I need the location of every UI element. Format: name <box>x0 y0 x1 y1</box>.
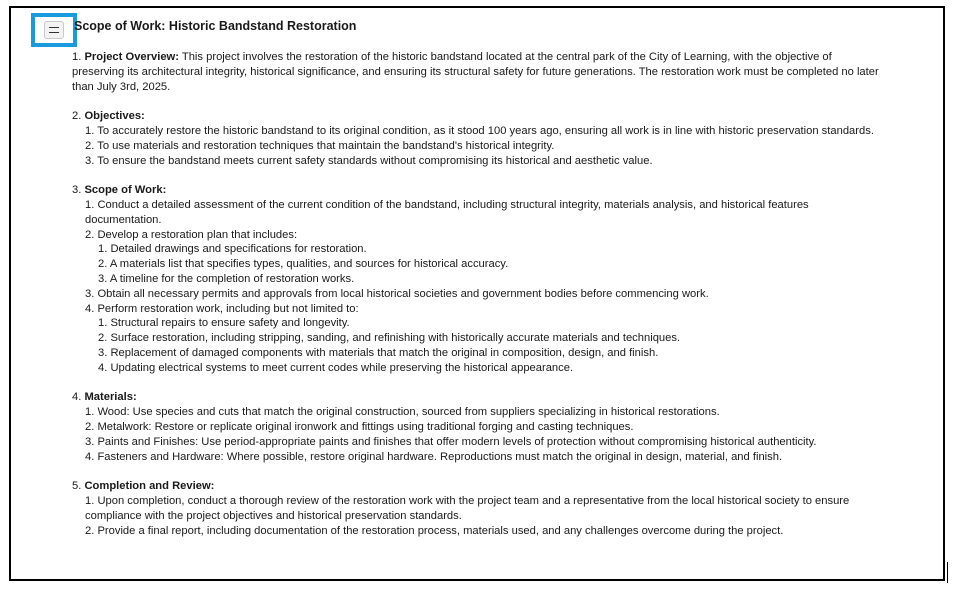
list-item: 1. Conduct a detailed assessment of the current condition of the bandstand, including structural integrity, materials analysis, and historical features documentation. <box>85 198 809 226</box>
section-header <box>72 183 884 198</box>
section-heading: Materials: <box>84 391 137 404</box>
document-title: Scope of Work: Historic Bandstand Restoration <box>74 19 357 33</box>
section-heading: Scope of Work: <box>84 184 167 197</box>
list-item: 3. Paints and Finishes: Use period-appropriate paints and finishes that offer modern levels of protection without compromising historical authenticity. <box>85 435 817 448</box>
section-header <box>72 390 884 405</box>
sub-list-item: 3. A timeline for the completion of restoration works. <box>98 272 355 285</box>
section-materials <box>72 390 884 464</box>
list-item: 4. Perform restoration work, including but not limited to: <box>85 302 359 315</box>
menu-button[interactable] <box>31 13 77 47</box>
section-number: 3. <box>72 184 82 197</box>
list-item: 2. Provide a final report, including documentation of the restoration process, materials used, and any challenges overcome during the project. <box>85 524 784 537</box>
sub-list-item: 2. A materials list that specifies types, qualities, and sources for historical accuracy. <box>98 258 509 271</box>
section-number: 5. <box>72 480 82 493</box>
frame-corner-mark <box>947 562 948 583</box>
list-item: 1. Wood: Use species and cuts that match the original construction, sourced from suppliers specializing in historical restorations. <box>85 406 720 419</box>
section-heading: Completion and Review: <box>84 480 215 493</box>
section-number: 4. <box>72 391 82 404</box>
section-header <box>72 479 884 494</box>
section-text: This project involves the restoration of the historic bandstand located at the central park of the City of Learning, with the objective of preserving its architectural integrity, historical significance, and ensuring its structural safety for future generations. The restoration work must be completed no later than July 3rd, 2025. <box>72 51 879 93</box>
section-heading: Project Overview: <box>84 51 179 63</box>
list-item: 2. Metalwork: Restore or replicate original ironwork and fittings using traditional forging and casting techniques. <box>85 420 634 433</box>
section-number: 1. <box>72 51 82 63</box>
list-item: 4. Fasteners and Hardware: Where possible, restore original hardware. Reproductions must match the original in design, material, and finish. <box>85 450 783 463</box>
section-objectives <box>72 109 884 168</box>
list-item: 3. To ensure the bandstand meets current safety standards without compromising its historical and aesthetic value. <box>85 154 653 167</box>
list-item: 2. Develop a restoration plan that includes: <box>85 228 298 241</box>
list-item: 3. Obtain all necessary permits and approvals from local historical societies and government bodies before commencing work. <box>85 287 709 300</box>
sub-list-item: 4. Updating electrical systems to meet current codes while preserving the historical appearance. <box>98 361 574 374</box>
section-completion-review <box>72 479 884 538</box>
list-item: 1. To accurately restore the historic bandstand to its original condition, as it stood 100 years ago, ensuring all work is in line with historic preservation standards. <box>85 124 874 137</box>
sub-list-item: 1. Detailed drawings and specifications for restoration. <box>98 243 367 256</box>
sub-list-item: 2. Surface restoration, including stripping, sanding, and refinishing with historically accurate materials and techniques. <box>98 332 681 345</box>
section-header <box>72 109 884 124</box>
section-project-overview <box>72 50 884 94</box>
section-number: 2. <box>72 110 82 123</box>
section-scope-of-work <box>72 183 884 375</box>
section-heading: Objectives: <box>84 110 145 123</box>
document-body <box>72 50 884 553</box>
menu-icon <box>44 21 64 39</box>
sub-list-item: 3. Replacement of damaged components with materials that match the original in composition, design, and finish. <box>98 346 659 359</box>
list-item: 1. Upon completion, conduct a thorough review of the restoration work with the project team and a representative from the local historical society to ensure compliance with the project objectives and historical preservation standards. <box>85 494 850 522</box>
hamburger-lines <box>49 27 59 33</box>
list-item: 2. To use materials and restoration techniques that maintain the bandstand's historical integrity. <box>85 139 555 152</box>
sub-list-item: 1. Structural repairs to ensure safety and longevity. <box>98 317 350 330</box>
